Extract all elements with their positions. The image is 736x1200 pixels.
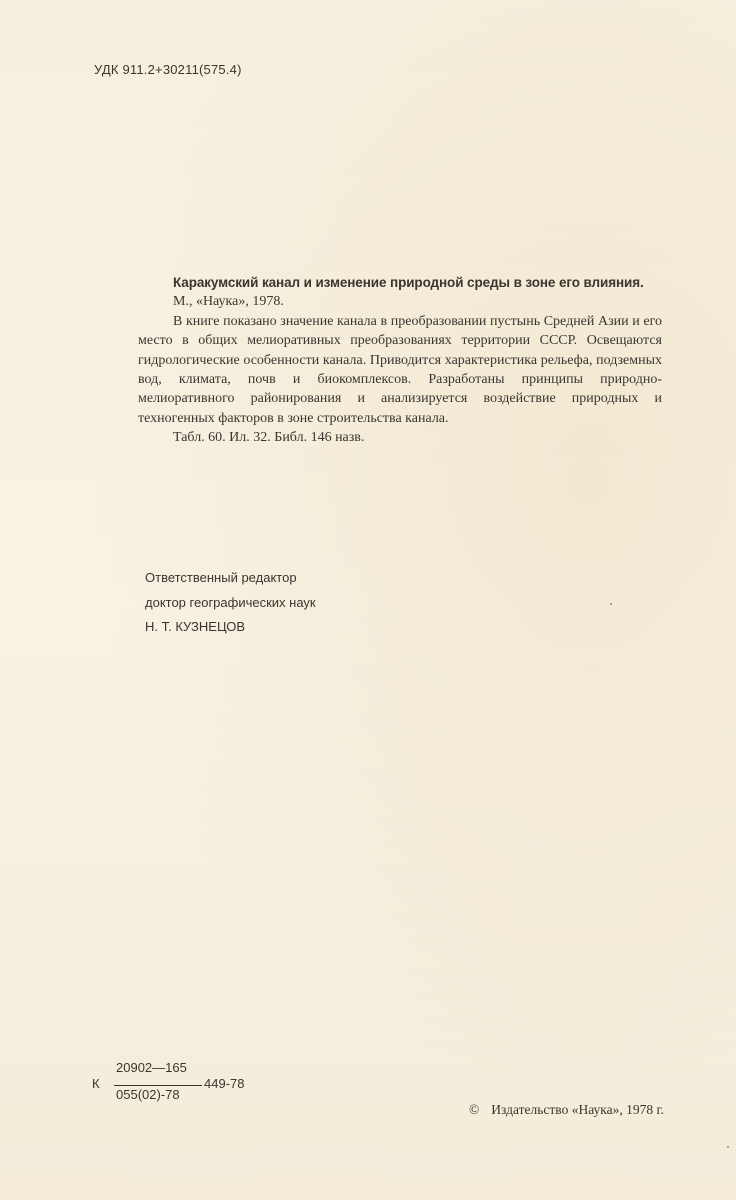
bibliographic-abstract xyxy=(138,273,662,448)
book-statistics: Табл. 60. Ил. 32. Библ. 146 назв. xyxy=(173,430,365,446)
fraction-line xyxy=(114,1085,202,1086)
print-speck xyxy=(727,1146,729,1148)
catalog-letter: К xyxy=(92,1076,100,1091)
catalog-index xyxy=(92,1058,272,1108)
udc-code: УДК 911.2+30211(575.4) xyxy=(94,62,242,77)
annotation-text: В книге показано значение канала в преобразовании пустынь Средней Азии и его место в общих мелиоративных преобразованиях территории СССР. Освещаются гидрологические особенности канала. Приводится характеристика рельефа, подземных вод, климата, почв и биокомплексов. Разработаны принципы природно-мелиоративного районирования и анализируется воздействие природных и техногенных факторов в зоне строительства канала. xyxy=(138,313,662,426)
publication-imprint: М., «Наука», 1978. xyxy=(173,294,284,310)
catalog-numerator: 20902—165 xyxy=(116,1060,187,1075)
copyright-text: Издательство «Наука», 1978 г. xyxy=(491,1102,664,1117)
book-title: Каракумский канал и изменение природной среды в зоне его влияния. xyxy=(173,275,644,290)
print-speck xyxy=(610,603,612,605)
catalog-denominator: 055(02)-78 xyxy=(116,1087,180,1102)
editor-name: Н. Т. КУЗНЕЦОВ xyxy=(145,619,246,634)
catalog-code: 449-78 xyxy=(204,1076,245,1091)
copyright-icon: © xyxy=(469,1102,480,1117)
editor-role: Ответственный редактор xyxy=(145,570,297,585)
responsible-editor-block xyxy=(145,566,316,640)
copyright-line xyxy=(469,1102,664,1118)
editor-degree: доктор географических наук xyxy=(145,594,316,610)
